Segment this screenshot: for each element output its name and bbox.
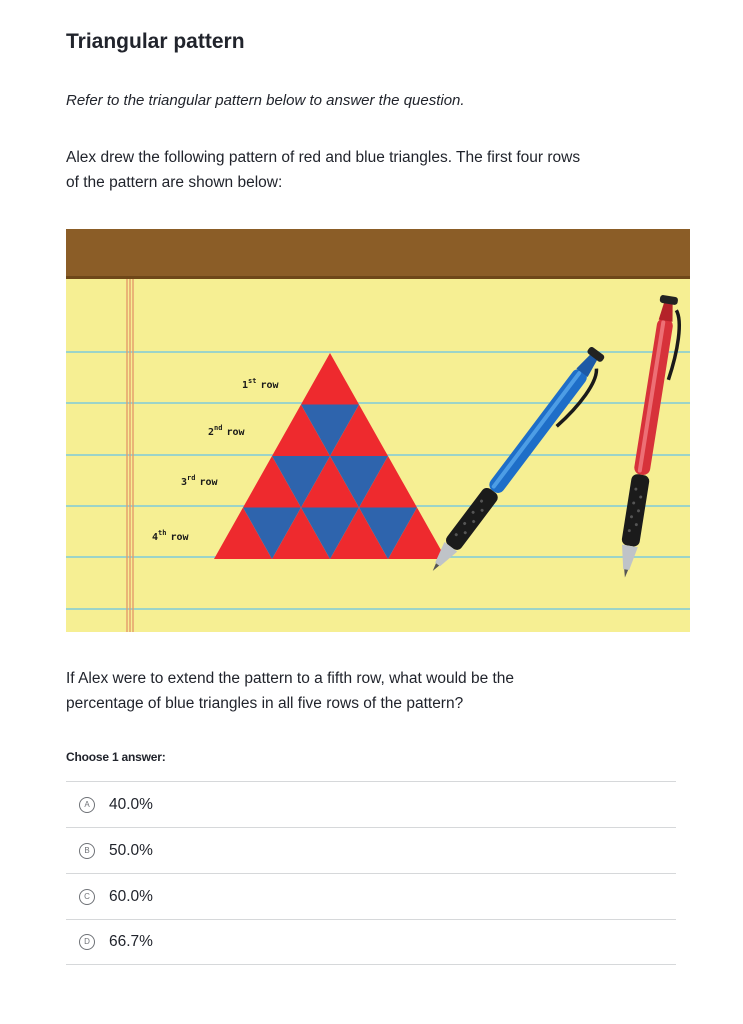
choice-letter-circle-icon: C (79, 889, 95, 905)
choice-d[interactable] (66, 919, 676, 965)
problem-text-line: of the pattern are shown below: (66, 174, 283, 191)
choice-text: 40.0% (109, 795, 153, 813)
row-label-3: 3rd row (181, 474, 218, 488)
answer-choices (66, 781, 676, 965)
choice-b[interactable] (66, 827, 676, 873)
row-label-1: 1st row (242, 377, 279, 391)
row-label-2: 2nd row (208, 424, 245, 438)
clipboard-header (66, 229, 690, 279)
choice-a[interactable] (66, 781, 676, 827)
choice-text: 60.0% (109, 887, 153, 905)
choice-c[interactable] (66, 873, 676, 919)
notepad-paper (66, 229, 690, 632)
intro-text: Refer to the triangular pattern below to answer the question. (66, 92, 465, 109)
pattern-figure (66, 229, 690, 632)
row-label-4: 4th row (152, 529, 189, 543)
page-title: Triangular pattern (66, 30, 245, 53)
question-text (66, 666, 686, 716)
choice-letter-circle-icon: A (79, 797, 95, 813)
problem-text-line: Alex drew the following pattern of red and blue triangles. The first four rows (66, 149, 581, 166)
question-text-line: percentage of blue triangles in all five rows of the pattern? (66, 695, 464, 712)
choice-text: 66.7% (109, 933, 153, 950)
question-text-line: If Alex were to extend the pattern to a fifth row, what would be the (66, 670, 515, 687)
choice-text: 50.0% (109, 841, 153, 859)
choose-label: Choose 1 answer: (66, 750, 166, 764)
choice-letter-circle-icon: B (79, 843, 95, 859)
problem-text (66, 145, 686, 195)
choice-letter-circle-icon: D (79, 934, 95, 950)
